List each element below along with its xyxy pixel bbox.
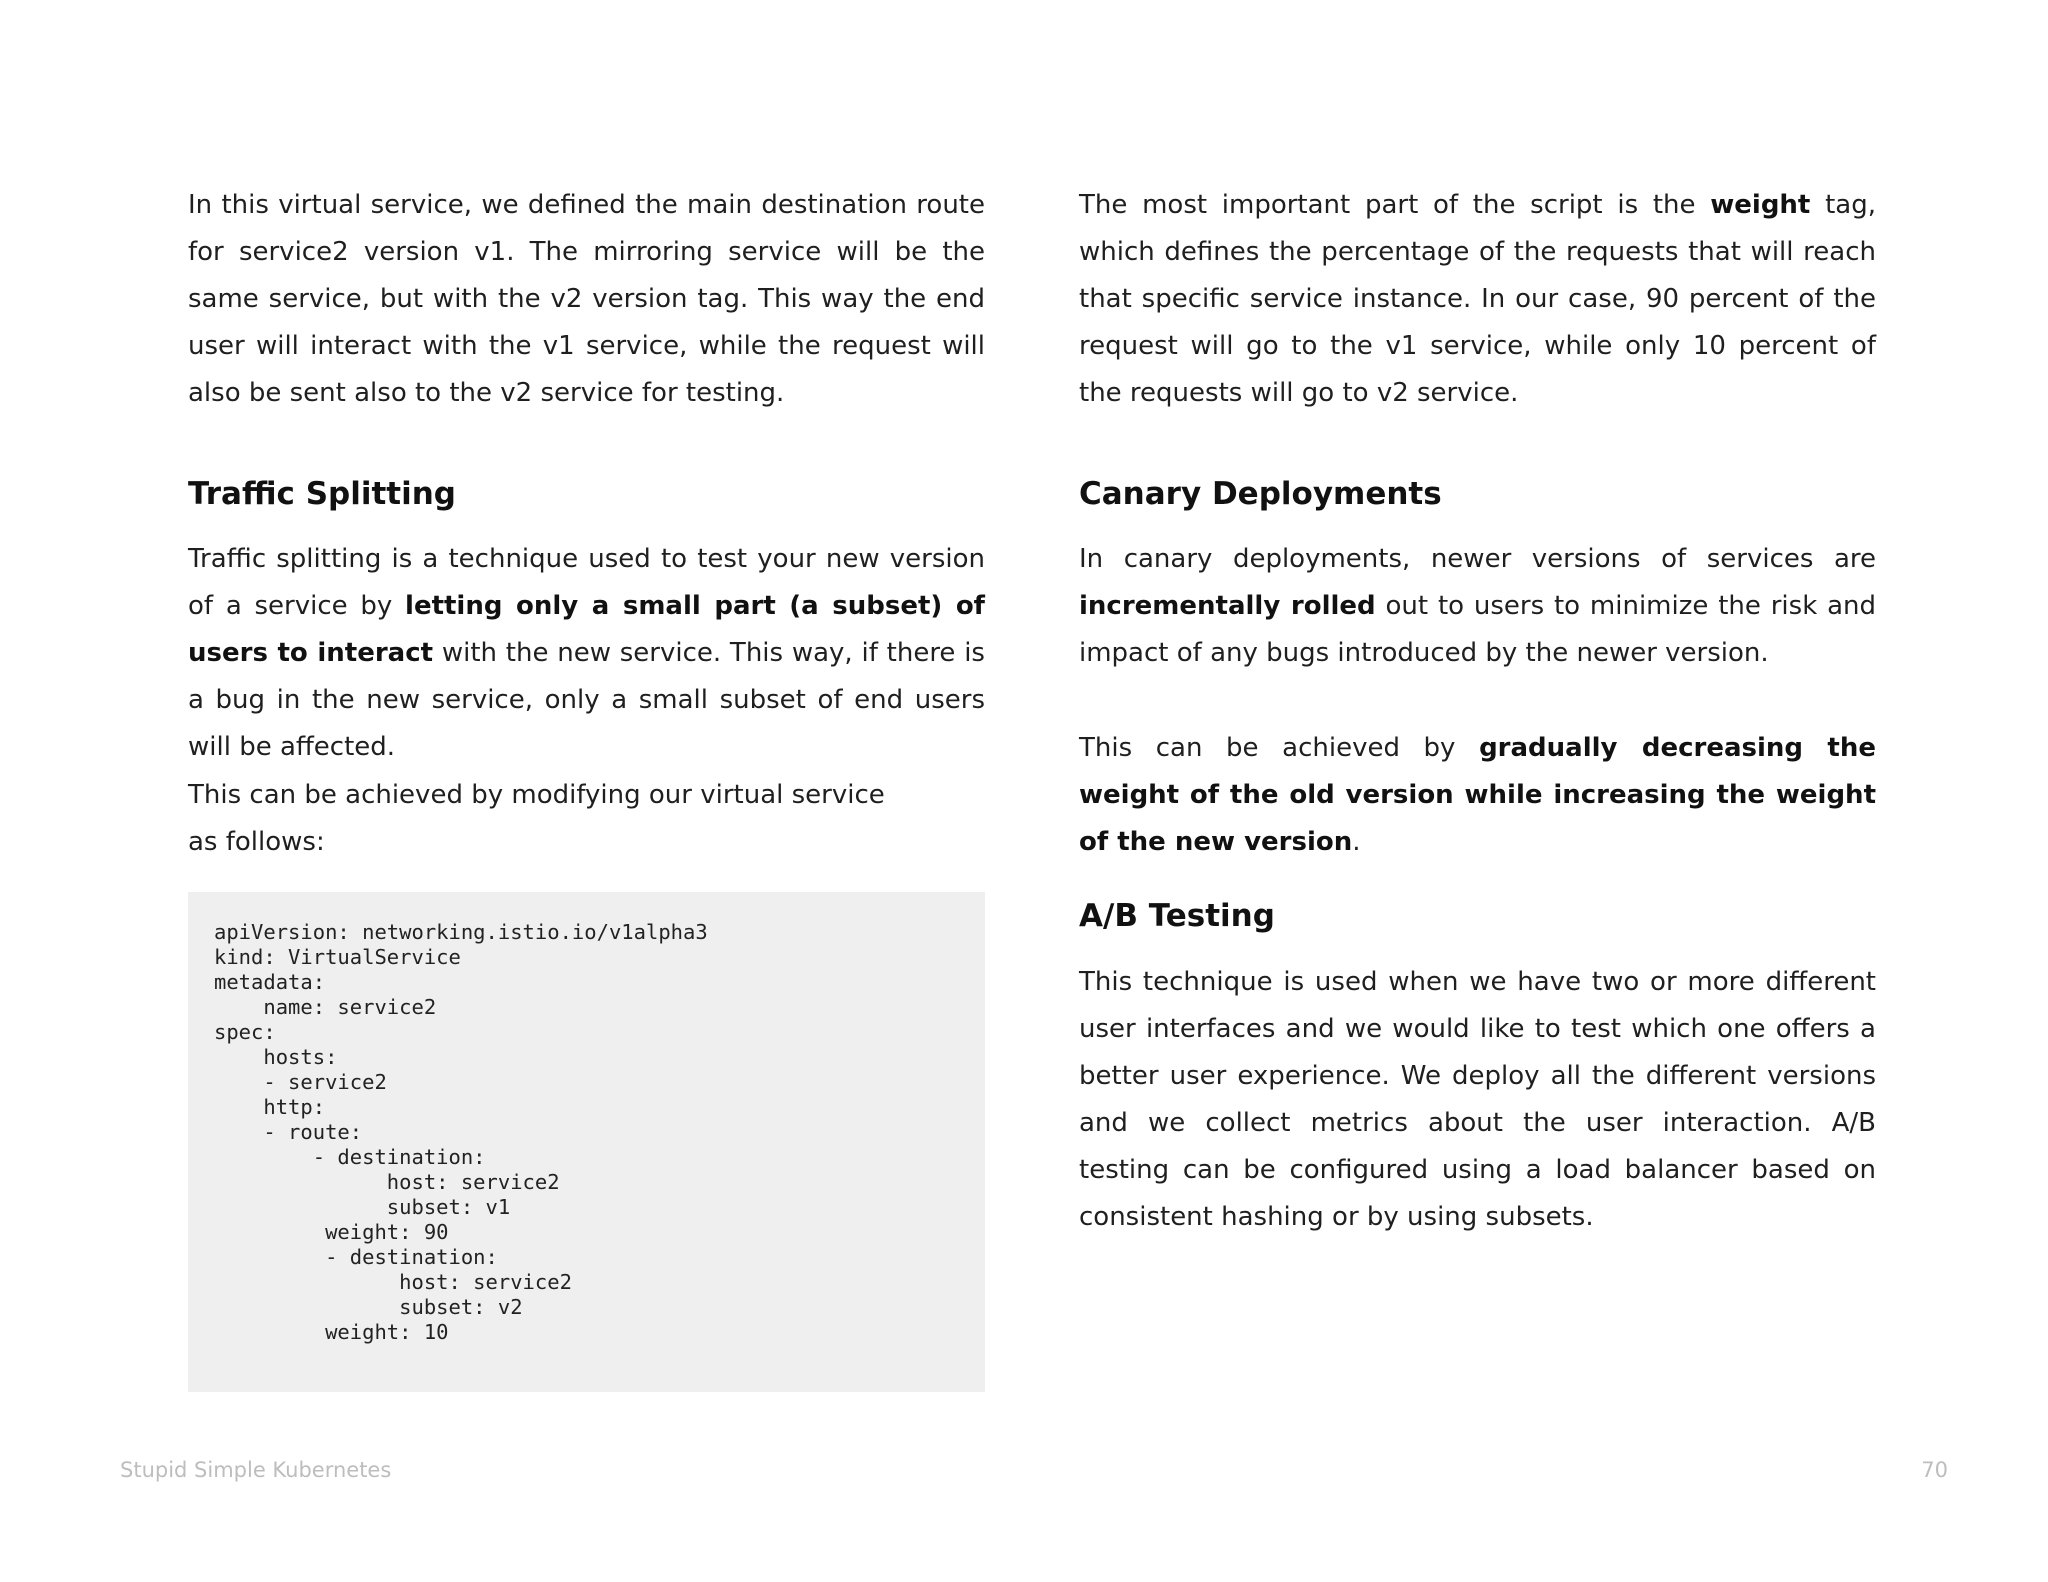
bold-text-segment: letting only a small part (a subset) of users to interact xyxy=(188,591,985,668)
text-segment: In canary deployments, newer versions of services are xyxy=(1079,544,1876,574)
canary-paragraph-2 xyxy=(1079,725,1876,866)
bold-text-segment: weight xyxy=(1710,190,1811,220)
left-column xyxy=(188,182,985,417)
ab-testing-paragraph xyxy=(1079,959,1876,1241)
canary-section xyxy=(1079,536,1876,677)
traffic-splitting-line-2: as follows: xyxy=(188,827,325,857)
text-segment: tag, which defines the percentage of the requests that will reach that specific service instance. In our case, 90 percent of the request will go to the v1 service, while only 10 percent of the requests will go to v2 service. xyxy=(1079,190,1876,408)
canary-deployments-heading: Canary Deployments xyxy=(1079,476,1442,512)
footer-book-title: Stupid Simple Kubernetes xyxy=(120,1458,392,1482)
text-segment: In this virtual service, we defined the main destination route for service2 version v1. The mirroring service will be the same service, but with the v2 version tag. This way the end user will interact with the v1 service, while the request will also be sent also to the v2 service for testing. xyxy=(188,190,985,408)
ab-testing-heading: A/B Testing xyxy=(1079,898,1275,934)
text-segment: out to users to minimize the risk and impact of any bugs introduced by the newer version. xyxy=(1079,591,1877,668)
bold-text-segment: gradually decreasing the weight of the old version while increasing the weight of the new version xyxy=(1079,733,1876,857)
bold-text-segment: incrementally rolled xyxy=(1079,591,1376,621)
weight-paragraph xyxy=(1079,182,1876,417)
canary-followup xyxy=(1079,725,1876,866)
virtual-service-code-block: apiVersion: networking.istio.io/v1alpha3 kind: VirtualService metadata: name: service2 spec: hosts: - service2 http: - route: - destination: host: service2 subset: v1 weight: 90 - destination: host: service2 subset: v2 weight: 10 xyxy=(188,892,985,1392)
traffic-splitting-paragraph xyxy=(188,536,985,771)
text-segment: This can be achieved by xyxy=(1079,733,1480,763)
text-segment: . xyxy=(1352,827,1361,857)
footer-page-number: 70 xyxy=(1921,1458,1948,1482)
text-segment: with the new service. This way, if there is a bug in the new service, only a small subset of end users will be affected. xyxy=(188,638,985,762)
traffic-splitting-followup xyxy=(188,772,985,866)
text-segment: This technique is used when we have two or more different user interfaces and we would like to test which one offers a better user experience. We deploy all the different versions and we collect metrics about the user interaction. A/B testing can be configured using a load balancer based on consistent hashing or by using subsets. xyxy=(1079,967,1876,1232)
mirroring-paragraph xyxy=(188,182,985,417)
text-segment: The most important part of the script is the xyxy=(1079,190,1711,220)
traffic-splitting-heading: Traffic Splitting xyxy=(188,476,456,512)
traffic-splitting-section xyxy=(188,536,985,771)
text-segment: Traffic splitting is a technique used to test your new version of a service by xyxy=(188,544,985,621)
traffic-splitting-line-1: This can be achieved by modifying our virtual service xyxy=(188,780,885,810)
ab-testing-section xyxy=(1079,959,1876,1241)
canary-paragraph-1 xyxy=(1079,536,1876,677)
right-column xyxy=(1079,182,1876,417)
